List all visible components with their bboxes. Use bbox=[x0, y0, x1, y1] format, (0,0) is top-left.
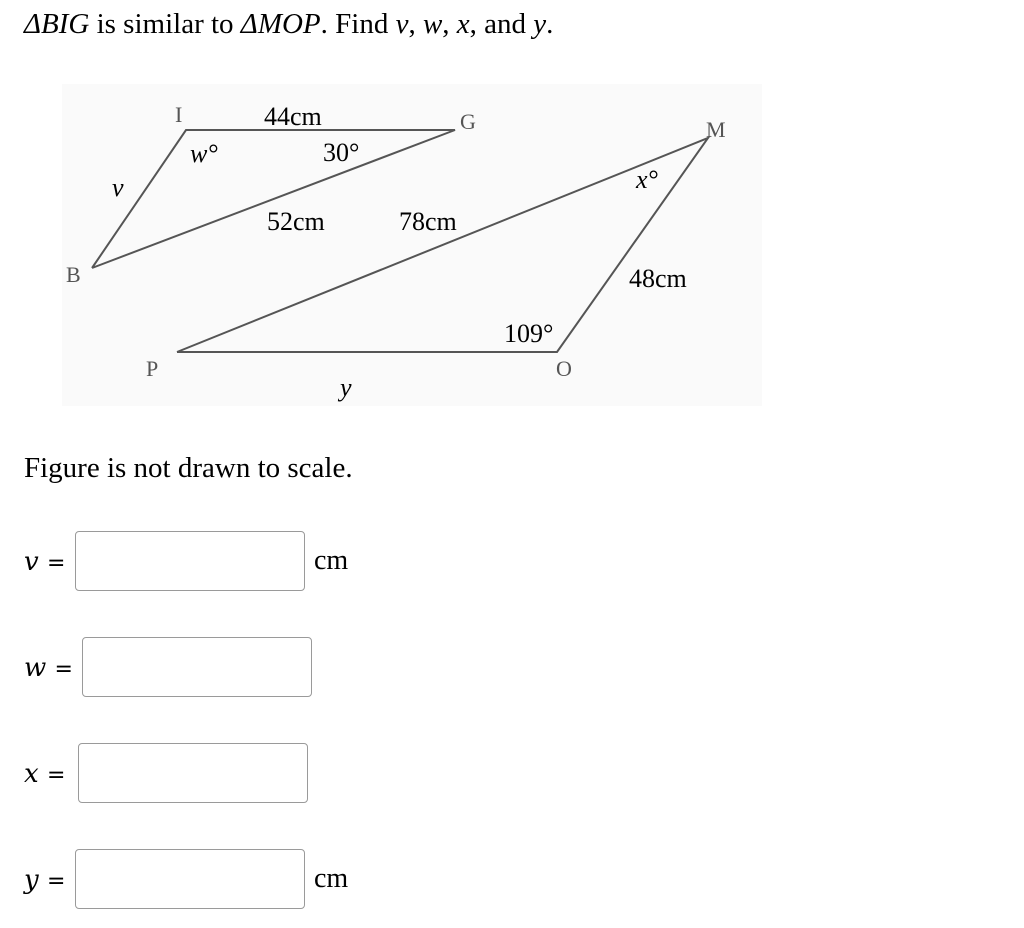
label-angle-o: 109° bbox=[504, 319, 554, 348]
vertex-p: P bbox=[146, 356, 159, 381]
w-input[interactable] bbox=[82, 637, 312, 697]
answer-label-w: w = bbox=[24, 653, 73, 683]
y-input[interactable] bbox=[75, 849, 305, 909]
v-input[interactable] bbox=[75, 531, 305, 591]
vertex-i: I bbox=[175, 102, 183, 127]
answer-label-v: v = bbox=[24, 547, 66, 577]
triangle-mop: ΔMOP bbox=[240, 8, 321, 40]
v-unit: cm bbox=[314, 545, 349, 576]
label-side-mo: 48cm bbox=[629, 264, 687, 293]
label-side-bi: v bbox=[112, 173, 124, 202]
x-input[interactable] bbox=[78, 743, 308, 803]
answer-label-y: y = bbox=[24, 865, 66, 895]
vertex-g: G bbox=[460, 109, 476, 134]
triangle-figure bbox=[62, 84, 762, 406]
vertex-b: B bbox=[66, 262, 81, 287]
y-unit: cm bbox=[314, 863, 349, 894]
triangle-mop-shape bbox=[177, 138, 708, 352]
vertex-m: M bbox=[706, 117, 726, 142]
label-angle-m: x° bbox=[636, 165, 658, 194]
answer-label-x: x = bbox=[24, 759, 66, 789]
label-side-op: y bbox=[340, 373, 352, 402]
triangle-diagram bbox=[62, 84, 762, 406]
label-angle-i: w° bbox=[190, 139, 218, 168]
triangle-big: ΔBIG bbox=[24, 8, 90, 40]
scale-note: Figure is not drawn to scale. bbox=[24, 452, 353, 484]
triangle-big-shape bbox=[92, 130, 455, 268]
label-side-ig: 44cm bbox=[264, 102, 322, 131]
label-side-mp: 78cm bbox=[399, 207, 457, 236]
vertex-o: O bbox=[556, 356, 572, 381]
question-text: ΔBIG is similar to ΔMOP. Find v, w, x, and y. bbox=[24, 8, 554, 40]
label-angle-g: 30° bbox=[323, 138, 360, 167]
label-side-bg: 52cm bbox=[267, 207, 325, 236]
